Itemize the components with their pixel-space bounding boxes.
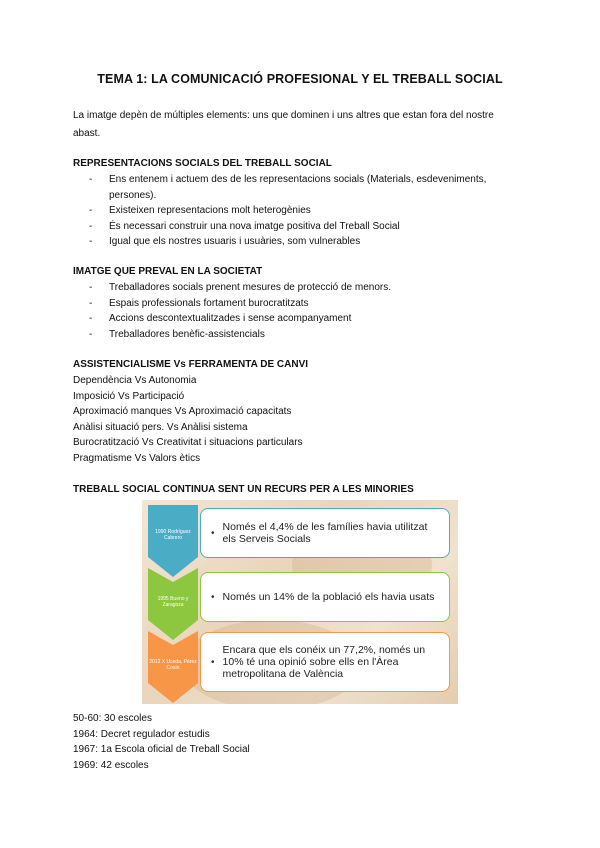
history-lines [73, 711, 250, 773]
comparison-line: Pragmatisme Vs Valors ètics [73, 452, 201, 464]
page-title: TEMA 1: LA COMUNICACIÓ PROFESIONAL Y EL TREBALL SOCIAL [97, 72, 503, 86]
section-heading-assistencialisme: ASSISTENCIALISME Vs FERRAMENTA DE CANVI [73, 359, 309, 370]
intro-paragraph: La imatge depèn de múltiples elements: uns que dominen i uns altres que estan fora del nostre abast. [73, 110, 494, 139]
list-item: - Ens entenem i actuem des de les representacions socials (Materials, esdeveniments, persones). [89, 174, 487, 201]
history-line: 1969: 42 escoles [73, 759, 149, 771]
comparison-line: Burocratització Vs Creativitat i situacions particulars [73, 437, 303, 448]
year-chevron [148, 568, 198, 640]
figure-card [200, 572, 450, 622]
list-item: - És necessari construir una nova imatge positiva del Treball Social [89, 220, 400, 232]
comparison-line: Aproximació manques Vs Aproximació capacitats [73, 406, 292, 417]
chevron-label: 1995 Bueno y Zaragoza [157, 596, 189, 608]
card-text: Només el 4,4% de les famílies havia utilitzat els Serveis Socials [222, 521, 428, 545]
minories-figure [142, 500, 458, 704]
assistencialisme-lines [73, 373, 303, 466]
year-chevron [148, 505, 198, 577]
figure-card [200, 632, 450, 692]
figure-card [200, 508, 450, 558]
card-text: Només un 14% de la població els havia usats [222, 591, 435, 603]
section-heading-minories: TREBALL SOCIAL CONTINUA SENT UN RECURS PER A LES MINORIES [73, 484, 414, 495]
bullet-icon: • [211, 527, 215, 539]
comparison-line: Anàlisi situació pers. Vs Anàlisi sistema [73, 421, 248, 433]
bullet-icon: • [211, 591, 215, 603]
history-line: 50-60: 30 escoles [73, 713, 152, 724]
chevron-label: 2012 X Uceda, Pérez Cosín [149, 659, 197, 671]
list-item: - Treballadores benèfic-assistencials [89, 328, 265, 340]
list-item: - Espais professionals fortament burocratitzats [89, 297, 309, 309]
comparison-line: Dependència Vs Autonomia [73, 375, 197, 386]
imatge-list [73, 280, 513, 342]
representacions-list [73, 172, 513, 250]
list-item: - Igual que els nostres usuaris i usuàries, som vulnerables [89, 236, 361, 247]
history-line: 1967: 1a Escola oficial de Treball Social [73, 744, 250, 755]
list-item: - Accions descontextualitzades i sense acompanyament [89, 313, 352, 324]
comparison-line: Imposició Vs Participació [73, 390, 185, 402]
chevron-label: 1990 Rodríguez Cabrero [155, 529, 191, 541]
section-heading-representacions: REPRESENTACIONS SOCIALS DEL TREBALL SOCIAL [73, 158, 332, 169]
section-heading-imatge: IMATGE QUE PREVAL EN LA SOCIETAT [73, 266, 263, 277]
list-item: - Existeixen representacions molt heterogènies [89, 205, 311, 216]
year-chevron [148, 631, 198, 703]
list-item: - Treballadores socials prenent mesures de protecció de menors. [89, 282, 391, 293]
history-line: 1964: Decret regulador estudis [73, 728, 210, 740]
card-text: Encara que els conéix un 77,2%, només un 10% té una opinió sobre ells en l'Àrea metropolitana de València [222, 644, 426, 680]
bullet-icon: • [211, 656, 215, 668]
